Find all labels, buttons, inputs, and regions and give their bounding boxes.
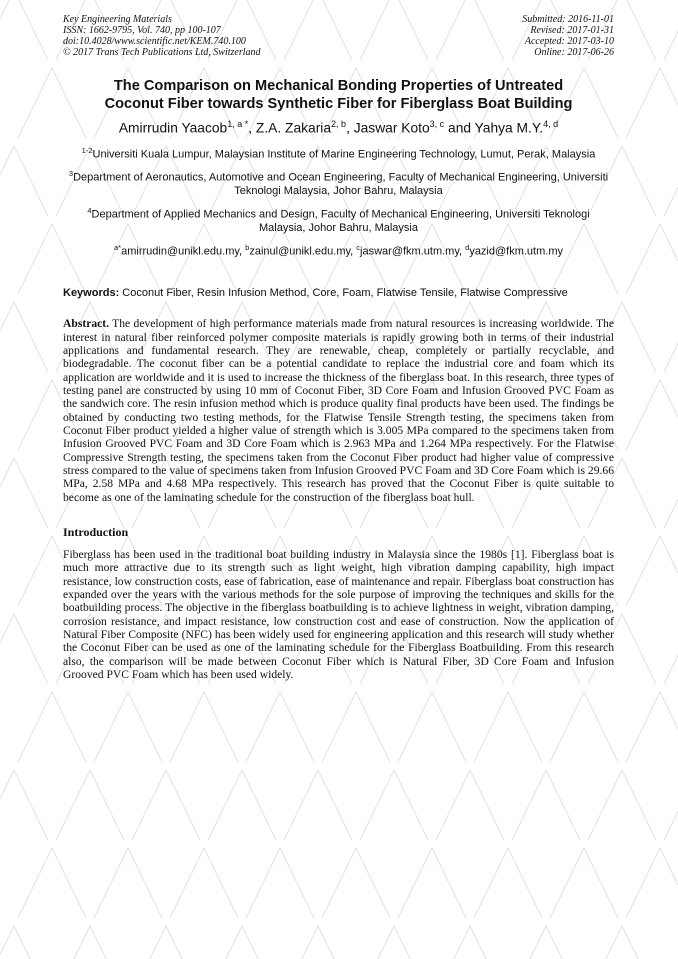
- watermark-stroke: [626, 224, 678, 294]
- author-affil-mark: 4, d: [543, 119, 559, 129]
- journal-doi[interactable]: doi:10.4028/www.scientific.net/KEM.740.100: [63, 36, 246, 47]
- watermark-stroke: [664, 770, 678, 840]
- watermark-stroke: [588, 770, 656, 840]
- introduction-paragraph: Fiberglass has been used in the traditional boat building industry in Malaysia since the 1980s [1]. Fiberglass boat is much more attractive due to its strength such as light weight, high vibration damping capability, high impact resistance, low construction costs, ease of fabrication, ease of maintenance and repair. Fiberglass boat construction has expanded over the years with the various methods for the sole purpose of improving the techniques and skills for the boatbuilding process. The objective in the fiberglass boatbuilding is to achieve lightness in weight, vibration damping, corrosion resistance, and impact resistance, low construction cost and ease of construction. Now the application of Natural Fiber Composite (NFC) has been widely used for engineering application and this research will study whether the Coconut Fiber can be used as one of the laminating schedule for the Fiberglass Boatbuilding. From this research also, the comparison will be made between Coconut Fiber which is Natural Fiber, 3D Core Foam and Infusion Grooved PVC Foam which has been used widely.: [63, 548, 614, 682]
- abstract: [63, 317, 614, 504]
- affiliation-mark: 4: [87, 205, 92, 215]
- watermark-stroke: [550, 692, 618, 762]
- watermark-stroke: [436, 770, 504, 840]
- affiliation-mark: 1-2: [81, 145, 93, 155]
- journal-info: [63, 14, 261, 58]
- email-link[interactable]: yazid@fkm.utm.my: [469, 245, 563, 258]
- journal-issn: ISSN: 1662-9795, Vol. 740, pp 100-107: [63, 25, 221, 36]
- author-separator: ,: [248, 120, 256, 136]
- watermark-stroke: [360, 926, 428, 959]
- date-revised: Revised: 2017-01-31: [530, 25, 614, 36]
- watermark-stroke: [398, 848, 466, 918]
- author-name: Yahya M.Y.: [474, 120, 544, 136]
- author-conjunction: and: [448, 120, 475, 136]
- watermark-stroke: [208, 926, 276, 959]
- article-content: [63, 14, 614, 681]
- watermark-stroke: [0, 302, 48, 372]
- affiliation-4: [63, 204, 614, 235]
- watermark-stroke: [18, 692, 86, 762]
- watermark-stroke: [626, 68, 678, 138]
- email-mark: a*: [114, 242, 122, 252]
- journal-header: [63, 14, 614, 58]
- watermark-stroke: [588, 926, 656, 959]
- author-list: [63, 115, 614, 138]
- author-name: Jaswar Koto: [353, 120, 430, 136]
- author-name: Amirrudin Yaacob: [118, 120, 228, 136]
- keywords-text: Coconut Fiber, Resin Infusion Method, Core, Foam, Flatwise Tensile, Flatwise Compressive: [119, 287, 568, 300]
- watermark-stroke: [626, 848, 678, 918]
- watermark-stroke: [18, 848, 86, 918]
- watermark-stroke: [512, 926, 580, 959]
- keywords: [63, 287, 614, 300]
- watermark-stroke: [664, 458, 678, 528]
- affiliation-text: Department of Aeronautics, Automotive and Ocean Engineering, Faculty of Mechanical Engineering, Universiti Teknologi Malaysia, Johor Bahru, Malaysia: [73, 171, 609, 197]
- watermark-stroke: [322, 848, 390, 918]
- affiliation-text: Department of Applied Mechanics and Design, Faculty of Mechanical Engineering, Universiti Teknologi Malaysia, Johor Bahru, Malaysia: [91, 208, 590, 234]
- keywords-label: Keywords:: [63, 287, 120, 300]
- watermark-stroke: [94, 848, 162, 918]
- watermark-stroke: [322, 692, 390, 762]
- watermark-stroke: [170, 692, 238, 762]
- watermark-stroke: [94, 692, 162, 762]
- date-online: Online: 2017-06-26: [534, 47, 614, 58]
- watermark-stroke: [626, 536, 678, 606]
- watermark-stroke: [398, 692, 466, 762]
- watermark-stroke: [284, 770, 352, 840]
- article-dates: [522, 14, 614, 58]
- date-submitted: Submitted: 2016-11-01: [522, 14, 614, 25]
- watermark-stroke: [246, 692, 314, 762]
- affiliation-1: [63, 144, 614, 162]
- watermark-stroke: [0, 770, 48, 840]
- watermark-stroke: [664, 0, 678, 60]
- article-title: [63, 77, 614, 113]
- affiliation-3: [63, 167, 614, 198]
- author-affil-mark: 3, c: [429, 119, 445, 129]
- watermark-stroke: [132, 770, 200, 840]
- watermark-stroke: [284, 926, 352, 959]
- watermark-stroke: [360, 770, 428, 840]
- author-affil-mark: 2, b: [331, 119, 347, 129]
- watermark-stroke: [626, 380, 678, 450]
- email-link[interactable]: amirrudin@unikl.edu.my,: [121, 245, 246, 258]
- title-line-2: Coconut Fiber towards Synthetic Fiber for Fiberglass Boat Building: [104, 96, 573, 112]
- author-name: Z.A. Zakaria: [255, 120, 332, 136]
- watermark-stroke: [0, 614, 48, 684]
- email-link[interactable]: jaswar@fkm.utm.my,: [360, 245, 466, 258]
- watermark-stroke: [208, 770, 276, 840]
- author-emails: [63, 241, 614, 259]
- watermark-stroke: [474, 848, 542, 918]
- watermark-stroke: [626, 692, 678, 762]
- watermark-stroke: [56, 770, 124, 840]
- watermark-stroke: [0, 458, 48, 528]
- watermark-stroke: [664, 146, 678, 216]
- watermark-stroke: [56, 926, 124, 959]
- watermark-stroke: [664, 926, 678, 959]
- section-heading-introduction: Introduction: [63, 525, 129, 540]
- watermark-stroke: [132, 926, 200, 959]
- watermark-stroke: [512, 770, 580, 840]
- watermark-stroke: [170, 848, 238, 918]
- watermark-stroke: [436, 926, 504, 959]
- abstract-text: The development of high performance materials made from natural resources is increasing worldwide. The interest in natural fiber reinforced polymer composite materials is rapidly growing both in terms of their industrial applications and fundamental research. They are renewable, cheap, completely or partially recyclable, and biodegradable. The coconut fiber can be a potential candidate to replace the industrial core and foam which its application are worldwide and it is used to increase the thickness of the fiberglass boat. In this research, three types of testing panel are constructed by using 10 mm of Coconut Fiber, 3D Core Foam and Infusion Grooved PVC Foam as the sandwich core. The resin infusion method which is produce quality final products have been used. The findings be obtained by conducting two testing methods, for the Flatwise Tensile Strength testing, the specimens taken from Coconut Fiber product yielded a higher value of strength which is 3.005 MPa compared to the specimens taken from Infusion Grooved PVC Foam and 3D Core Foam which is 2.963 MPa and 1.264 MPa respectively. For the Flatwise Compressive Strength testing, the specimens taken from the Coconut Fiber product had higher value of compressive stress compared to the value of specimens taken from Infusion Grooved PVC Foam and 3D Core Foam which is 29.66 MPa, 2.58 MPa and 4.68 MPa respectively. This research has proved that the Coconut Fiber is quite suitable to become as one of the laminating schedule for the construction of the fiberglass boat hull.: [63, 317, 614, 504]
- watermark-stroke: [0, 926, 48, 959]
- watermark-stroke: [550, 848, 618, 918]
- watermark-stroke: [664, 614, 678, 684]
- affiliation-text: Universiti Kuala Lumpur, Malaysian Institute of Marine Engineering Technology, Lumut, Perak, Malaysia: [92, 148, 596, 161]
- journal-copyright: © 2017 Trans Tech Publications Ltd, Switzerland: [63, 47, 261, 58]
- title-line-1: The Comparison on Mechanical Bonding Properties of Untreated: [113, 78, 564, 94]
- watermark-stroke: [0, 0, 48, 60]
- journal-name: Key Engineering Materials: [63, 14, 172, 25]
- date-accepted: Accepted: 2017-03-10: [524, 36, 614, 47]
- affiliation-mark: 3: [68, 169, 74, 179]
- watermark-stroke: [664, 302, 678, 372]
- email-mark: d: [465, 242, 470, 252]
- abstract-label: Abstract.: [63, 317, 110, 331]
- email-link[interactable]: zainul@unikl.edu.my,: [249, 245, 357, 258]
- author-affil-mark: 1, a *: [227, 119, 249, 129]
- watermark-stroke: [0, 146, 48, 216]
- email-mark: b: [245, 242, 250, 252]
- author-separator: ,: [346, 120, 354, 136]
- email-mark: c: [356, 242, 361, 252]
- watermark-stroke: [474, 692, 542, 762]
- watermark-stroke: [246, 848, 314, 918]
